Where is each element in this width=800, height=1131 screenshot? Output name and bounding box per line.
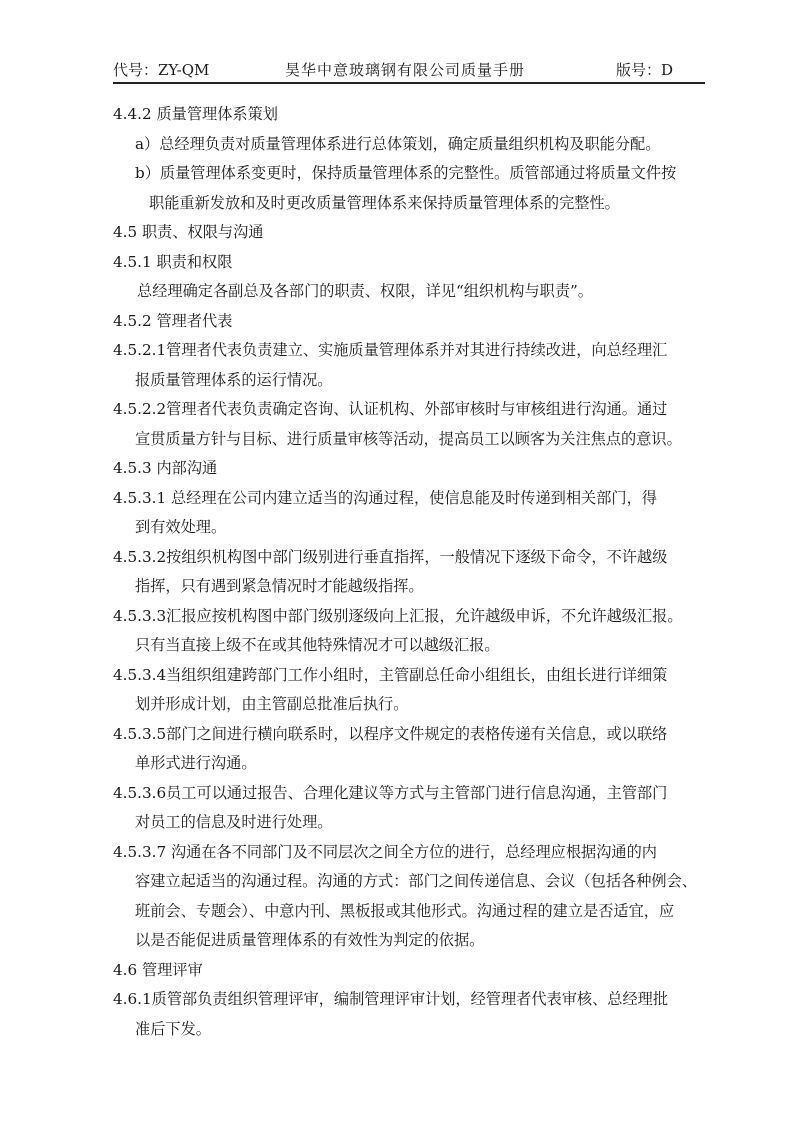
document-code: 代号：ZY-QM (113, 61, 210, 79)
paragraph-line: 4.5.3.5部门之间进行横向联系时，以程序文件规定的表格传递有关信息，或以联络 (113, 724, 668, 743)
paragraph-line: 4.5.3.6员工可以通过报告、合理化建议等方式与主管部门进行信息沟通，主管部门 (113, 783, 668, 802)
paragraph-line: 指挥，只有遇到紧急情况时才能越级指挥。 (135, 577, 424, 595)
section-heading: 4.5 职责、权限与沟通 (113, 223, 264, 241)
paragraph-line: 单形式进行沟通。 (135, 754, 257, 772)
paragraph-line: 班前会、专题会）、中意内刊、黑板报或其他形式。沟通过程的建立是否适宜，应 (135, 901, 675, 920)
paragraph-line: 准后下发。 (135, 1019, 211, 1038)
paragraph-line: 容建立起适当的沟通过程。沟通的方式：部门之间传递信息、会议（包括各种例会、 (135, 872, 697, 890)
list-item: b）质量管理体系变更时，保持质量管理体系的完整性。质管部通过将质量文件按 (135, 164, 677, 182)
list-item: a）总经理负责对质量管理体系进行总体策划，确定质量组织机构及职能分配。 (135, 134, 661, 153)
paragraph-line: 报质量管理体系的运行情况。 (135, 370, 333, 389)
paragraph-line: 宣贯质量方针与目标、进行质量审核等活动，提高员工以顾客为关注焦点的意识。 (135, 429, 682, 448)
paragraph-line: 职能重新发放和及时更改质量管理体系来保持质量管理体系的完整性。 (149, 193, 620, 212)
paragraph-line: 4.5.3.2按组织机构图中部门级别进行垂直指挥，一般情况下逐级下命令，不许越级 (113, 547, 668, 566)
paragraph-line: 4.5.3.1 总经理在公司内建立适当的沟通过程，使信息能及时传递到相关部门，得 (113, 488, 657, 507)
section-heading: 4.4.2 质量管理体系策划 (113, 105, 278, 123)
paragraph-line: 4.5.3.4当组织组建跨部门工作小组时，主管副总任命小组组长，由组长进行详细策 (113, 665, 668, 684)
paragraph-line: 以是否能促进质量管理体系的有效性为判定的依据。 (135, 931, 485, 949)
manual-title: 昊华中意玻璃钢有限公司质量手册 (285, 61, 526, 79)
paragraph-line: 到有效处理。 (135, 518, 227, 536)
paragraph-line: 4.5.3.3汇报应按机构图中部门级别逐级向上汇报，允许越级申诉，不允许越级汇报。 (113, 606, 683, 625)
paragraph-line: 4.6.1质管部负责组织管理评审，编制管理评审计划，经管理者代表审核、总经理批 (113, 990, 669, 1008)
manual-body (113, 100, 711, 1044)
version-number: 版号：D (616, 61, 674, 79)
paragraph-line: 4.5.2.2管理者代表负责确定咨询、认证机构、外部审核时与审核组进行沟通。通过 (113, 400, 668, 418)
paragraph-line: 只有当直接上级不在或其他特殊情况才可以越级汇报。 (135, 636, 500, 654)
paragraph-line: 对员工的信息及时进行处理。 (135, 813, 333, 831)
paragraph-line: 划并形成计划，由主管副总批准后执行。 (135, 695, 409, 713)
page-header (113, 56, 705, 84)
section-heading: 4.5.2 管理者代表 (113, 311, 233, 330)
paragraph-line: 总经理确定各副总及各部门的职责、权限，详见“组织机构与职责”。 (137, 282, 593, 300)
paragraph-line: 4.5.3.7 沟通在各不同部门及不同层次之间全方位的进行，总经理应根据沟通的内 (113, 842, 657, 861)
section-heading: 4.5.3 内部沟通 (113, 459, 218, 477)
paragraph-line: 4.5.2.1管理者代表负责建立、实施质量管理体系并对其进行持续改进，向总经理汇 (113, 341, 668, 359)
section-heading: 4.5.1 职责和权限 (113, 252, 233, 271)
section-heading: 4.6 管理评审 (113, 960, 203, 979)
